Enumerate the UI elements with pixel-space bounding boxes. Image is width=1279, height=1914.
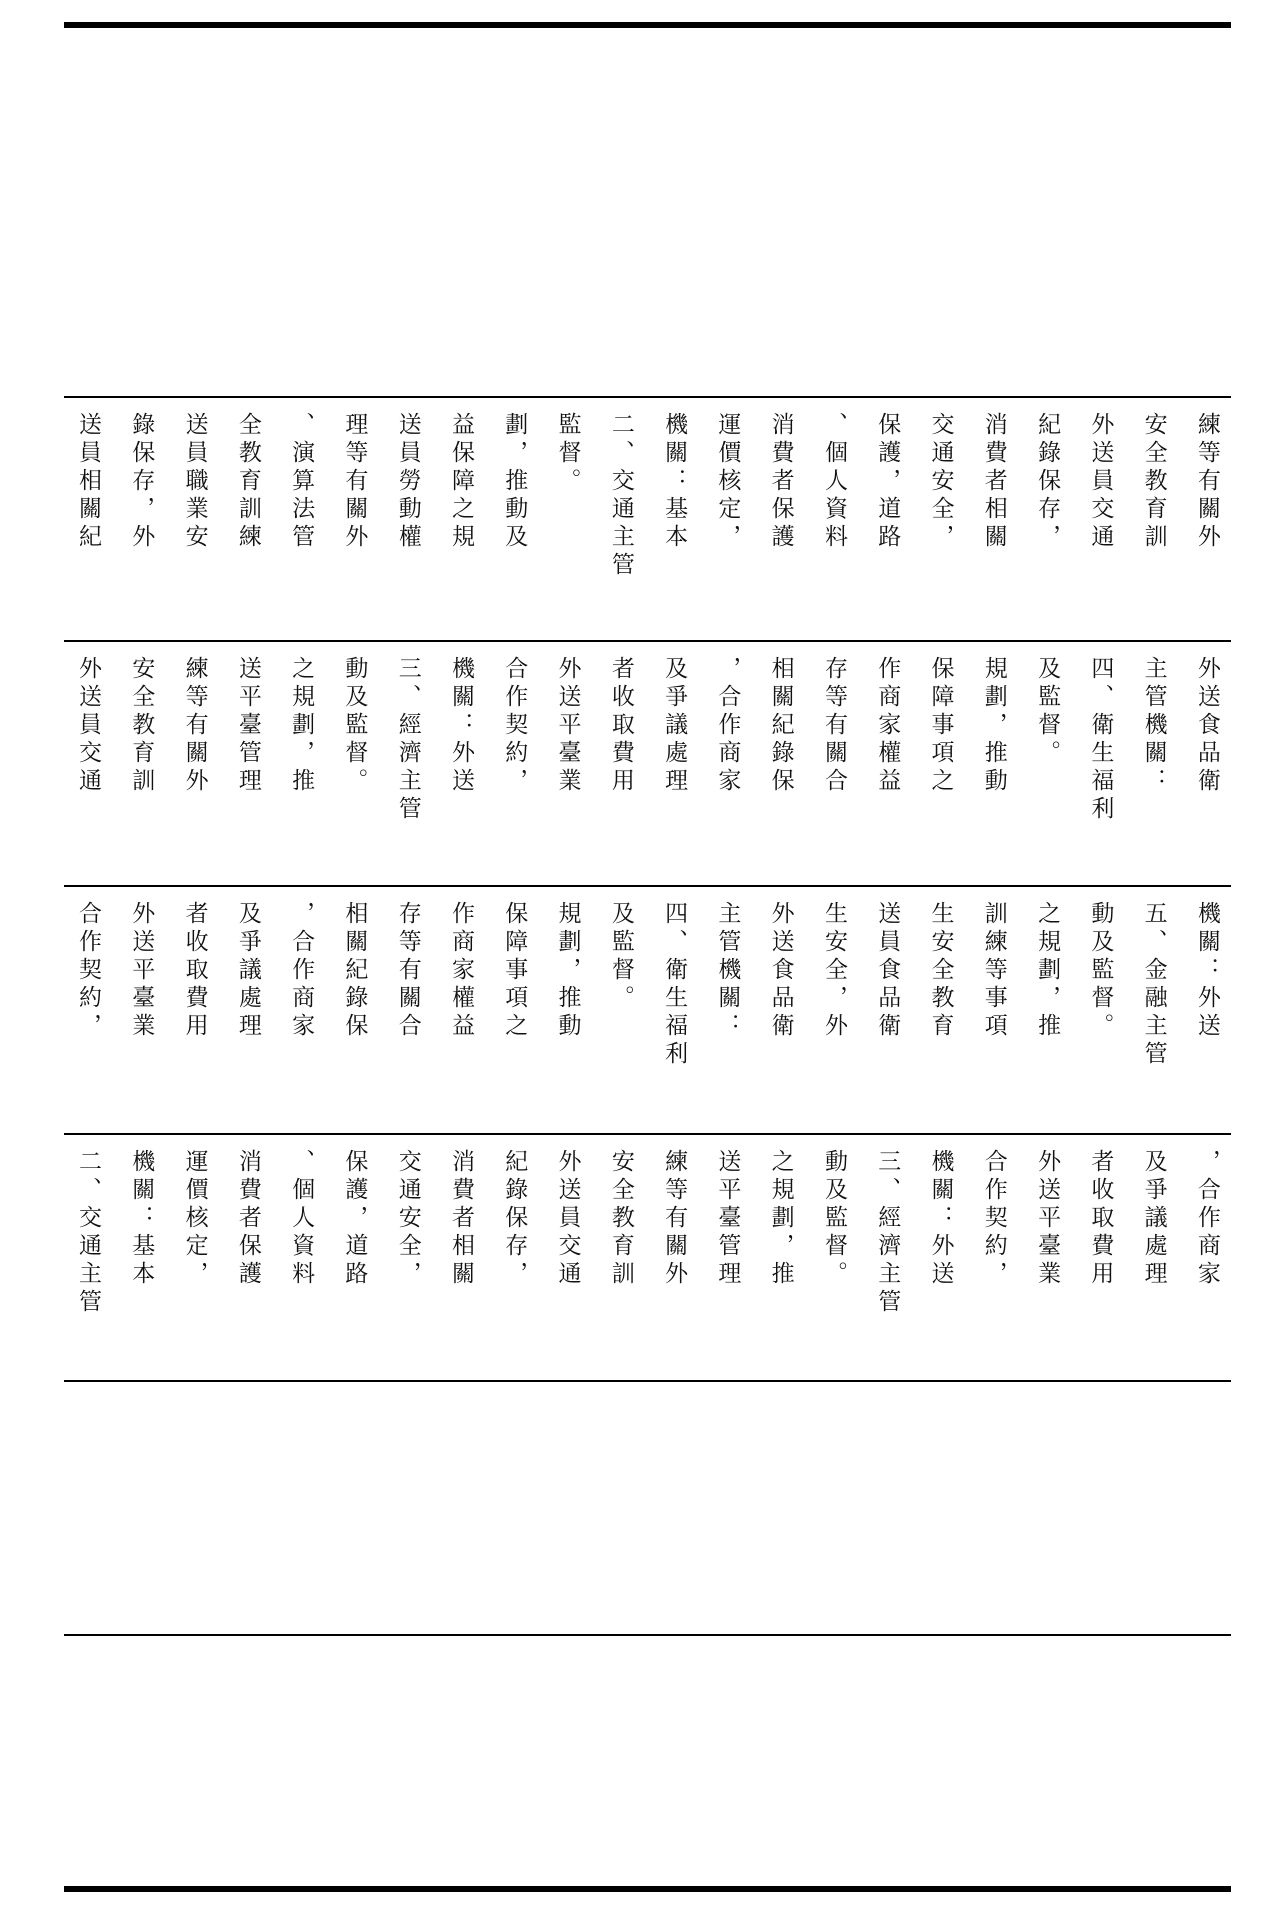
text-column: 生安全教育 xyxy=(927,901,954,1041)
text-column: 安全教育訓 xyxy=(128,656,155,796)
text-column: 合作契約， xyxy=(980,1149,1007,1289)
text-column: 外送員交通 xyxy=(75,656,101,796)
text-column: 五、金融主管 xyxy=(1140,901,1167,1069)
text-column: 益保障之規 xyxy=(447,412,474,552)
row-divider xyxy=(64,1634,1231,1636)
text-column: 安全教育訓 xyxy=(607,1149,634,1289)
text-column: 安全教育訓 xyxy=(1140,412,1167,552)
text-column: ，合作商家 xyxy=(714,656,741,796)
text-column: 及爭議處理 xyxy=(234,901,261,1041)
text-column: 消費者保護 xyxy=(767,412,794,552)
text-column: 三、經濟主管 xyxy=(874,1149,901,1317)
text-column: 四、衛生福利 xyxy=(1087,656,1114,824)
text-column: 、個人資料 xyxy=(820,412,847,552)
text-column: 消費者相關 xyxy=(447,1149,474,1289)
text-column: 送員勞動權 xyxy=(394,412,421,552)
vertical-text-block xyxy=(75,656,1220,867)
text-column: 相關紀錄保 xyxy=(341,901,368,1041)
text-column: 之規劃，推 xyxy=(767,1149,794,1289)
text-column: 外送平臺業 xyxy=(554,656,581,796)
text-column: 外送員交通 xyxy=(1087,412,1114,552)
text-column: 四、衛生福利 xyxy=(661,901,688,1069)
text-column: 生安全，外 xyxy=(820,901,847,1041)
text-column: 存等有關合 xyxy=(394,901,421,1041)
text-column: ，合作商家 xyxy=(288,901,315,1041)
text-column: 機關：外送 xyxy=(1193,901,1220,1041)
text-column: 機關：基本 xyxy=(128,1149,155,1289)
vertical-text-block xyxy=(75,1149,1220,1360)
text-column: 交通安全， xyxy=(927,412,954,552)
text-column: 監督。 xyxy=(554,412,581,496)
bottom-border xyxy=(64,1886,1231,1892)
text-column: 之規劃，推 xyxy=(288,656,315,796)
text-column: 作商家權益 xyxy=(447,901,474,1041)
text-column: 機關：外送 xyxy=(447,656,474,796)
text-column: 者收取費用 xyxy=(1087,1149,1114,1289)
text-column: 運價核定， xyxy=(714,412,741,552)
text-column: 練等有關外 xyxy=(661,1149,688,1289)
text-column: 合作契約， xyxy=(501,656,528,796)
text-column: 規劃，推動 xyxy=(980,656,1007,796)
text-column: 者收取費用 xyxy=(181,901,208,1041)
text-column: 二、交通主管 xyxy=(607,412,634,580)
text-column: 主管機關： xyxy=(1140,656,1167,796)
text-column: 練等有關外 xyxy=(181,656,208,796)
text-column: 保障事項之 xyxy=(501,901,528,1041)
text-column: 規劃，推動 xyxy=(554,901,581,1041)
text-column: 相關紀錄保 xyxy=(767,656,794,796)
text-column: 作商家權益 xyxy=(874,656,901,796)
text-column: 送員食品衛 xyxy=(874,901,901,1041)
row-divider xyxy=(64,1380,1231,1382)
text-column: ，合作商家 xyxy=(1193,1149,1220,1289)
text-column: 、個人資料 xyxy=(288,1149,315,1289)
text-column: 訓練等事項 xyxy=(980,901,1007,1041)
table-row-4 xyxy=(75,1135,1220,1360)
text-column: 外送食品衛 xyxy=(767,901,794,1041)
text-column: 錄保存，外 xyxy=(128,412,155,552)
text-column: 、演算法管 xyxy=(288,412,315,552)
text-column: 主管機關： xyxy=(714,901,741,1041)
text-column: 練等有關外 xyxy=(1193,412,1220,552)
text-column: 動及監督。 xyxy=(341,656,368,796)
text-column: 外送平臺業 xyxy=(1034,1149,1061,1289)
text-column: 者收取費用 xyxy=(607,656,634,796)
text-column: 保障事項之 xyxy=(927,656,954,796)
text-column: 消費者相關 xyxy=(980,412,1007,552)
text-column: 之規劃，推 xyxy=(1034,901,1061,1041)
text-column: 劃，推動及 xyxy=(501,412,528,552)
table-row-2 xyxy=(75,642,1220,867)
text-column: 紀錄保存， xyxy=(501,1149,528,1289)
text-column: 機關：基本 xyxy=(661,412,688,552)
table-row-1 xyxy=(75,398,1220,623)
text-column: 三、經濟主管 xyxy=(394,656,421,824)
text-column: 保護，道路 xyxy=(341,1149,368,1289)
text-column: 二、交通主管 xyxy=(75,1149,101,1317)
text-column: 外送食品衛 xyxy=(1193,656,1220,796)
text-column: 及爭議處理 xyxy=(661,656,688,796)
text-column: 及監督。 xyxy=(1034,656,1061,768)
text-column: 外送員交通 xyxy=(554,1149,581,1289)
text-column: 送平臺管理 xyxy=(234,656,261,796)
text-column: 送平臺管理 xyxy=(714,1149,741,1289)
vertical-text-block xyxy=(75,412,1220,623)
text-column: 運價核定， xyxy=(181,1149,208,1289)
text-column: 交通安全， xyxy=(394,1149,421,1289)
table-row-3 xyxy=(75,887,1220,1112)
text-column: 全教育訓練 xyxy=(234,412,261,552)
text-column: 保護，道路 xyxy=(874,412,901,552)
text-column: 動及監督。 xyxy=(820,1149,847,1289)
text-column: 存等有關合 xyxy=(820,656,847,796)
text-column: 送員相關紀 xyxy=(75,412,101,552)
text-column: 消費者保護 xyxy=(234,1149,261,1289)
text-column: 送員職業安 xyxy=(181,412,208,552)
text-column: 及爭議處理 xyxy=(1140,1149,1167,1289)
vertical-text-block xyxy=(75,901,1220,1112)
text-column: 外送平臺業 xyxy=(128,901,155,1041)
text-column: 動及監督。 xyxy=(1087,901,1114,1041)
top-border xyxy=(64,22,1231,28)
text-column: 機關：外送 xyxy=(927,1149,954,1289)
text-column: 理等有關外 xyxy=(341,412,368,552)
text-column: 及監督。 xyxy=(607,901,634,1013)
text-column: 合作契約， xyxy=(75,901,101,1041)
text-column: 紀錄保存， xyxy=(1034,412,1061,552)
